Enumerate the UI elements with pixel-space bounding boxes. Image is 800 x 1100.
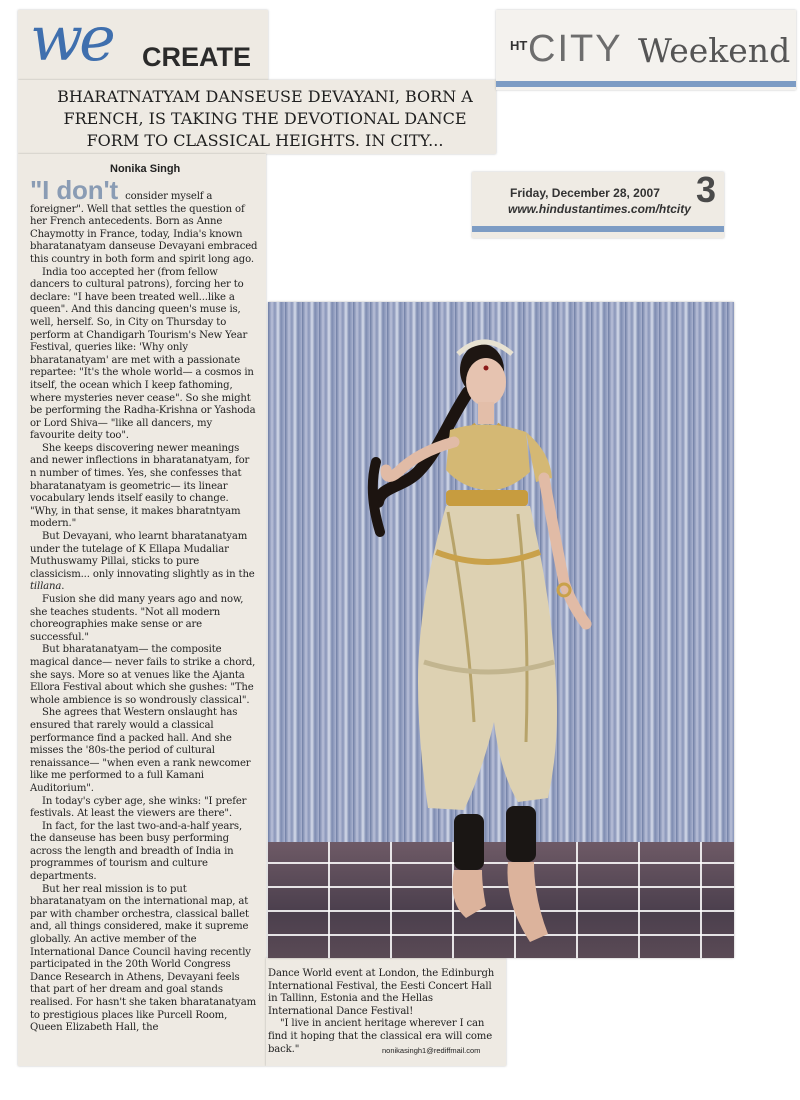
masthead-city: CITY	[528, 28, 623, 70]
article-column-left	[30, 175, 258, 1035]
paragraph: But her real mission is to put bharatanatyam on the international map, at par with chamber orchestra, classical ballet and, all things considered, make it supreme globally. An active member of the International Dance Council having recently participated in the 20th World Congress Dance Research in Athens, Devayani feels that part of her dream and goal stands realised. For hasn't she taken bharatanatyam to prestigious places like Purcell Room, Queen Elizabeth Hall, the	[30, 883, 257, 1034]
issue-date: Friday, December 28, 2007	[510, 186, 660, 200]
paragraph-text: consider myself a foreigner". Well that settles the question of her French antecedents. Born as Anne Chaymotty in France, today, India's known bharatanatyam danseuse Devayani embraced this country in both form and spirit long ago.	[30, 191, 258, 265]
article-strap: BHARATNATYAM DANSEUSE DEVAYANI, BORN A FRENCH, IS TAKING THE DEVOTIONAL DANCE FORM TO CLASSICAL HEIGHTS. IN CITY...	[57, 87, 473, 150]
dancer-figure	[268, 302, 734, 958]
paragraph: Dance World event at London, the Edinburgh International Festival, the Eesti Concert Hall in Tallinn, Estonia and the Hellas International Dance Festival!	[268, 968, 495, 1017]
paragraph-text: But Devayani, who learnt bharatanatyam under the tutelage of K Ellapa Mudaliar Muthuswamy Pillai, sticks to pure classicism... only innovating slightly as in the	[30, 531, 255, 580]
article-column-right	[268, 968, 500, 1056]
we-logo: we	[30, 2, 112, 75]
dancer-photo	[268, 302, 734, 958]
paragraph: In today's cyber age, she winks: "I prefer festivals. At least the viewers are there".	[30, 795, 247, 820]
issue-url: www.hindustantimes.com/htcity	[508, 202, 691, 216]
paragraph: In fact, for the last two-and-a-half years, the danseuse has been busy performing across the length and breadth of India in programmes of tourism and culture departments.	[30, 820, 243, 883]
masthead-weekend: Weekend	[638, 31, 791, 70]
paragraph: Fusion she did many years ago and now, she teaches students. "Not all modern choreographies make sense or are successful."	[30, 594, 244, 643]
masthead-prefix: HT	[510, 38, 528, 53]
dateline-rule	[472, 226, 724, 232]
masthead-rule	[496, 81, 796, 87]
section-title: CREATE	[142, 42, 252, 72]
paragraph: India too accepted her (from fellow dancers to cultural patrons), forcing her to declare: "I have been treated well...like a queen". And this dancing queen's muse is, well, herself. So, in City on Thursday to perform at Chandigarh Tourism's New Year Festival, queries like: 'Why only bharatanatyam' are met with a passionate repartee: "It's the whole world— a cosmos in itself, the ocean which I keep fathoming, where mysteries never cease". So she might be performing the Radha-Krishna or Yashoda or Lord Shiva— "like all dancers, my favourite deity too".	[30, 266, 256, 442]
paragraph: But bharatanatyam— the composite magical dance— never fails to strike a chord, she says. More so at venues like the Ajanta Ellora Festival about which she gushes: "The whole ambience is so wondrously classical".	[30, 644, 256, 706]
paragraph	[30, 531, 258, 594]
page-number: 3	[696, 169, 717, 210]
italic-term: tillana	[30, 581, 62, 593]
author-email: nonikasingh1@rediffmail.com	[382, 1046, 481, 1055]
dropcap: "I don't	[30, 175, 119, 205]
paragraph: She agrees that Western onslaught has ensured that rarely would a classical performance find a packed hall. And she misses the '80s-the period of cultural renaissance— "when even a rank newcomer like me performed to a full Kamani Auditorium".	[30, 707, 251, 794]
paragraph: She keeps discovering newer meanings and newer inflections in bharatanatyam, for n number of times. Yes, she confesses that bharatanatyam is geometric— its linear vocabulary lends itself easily to change. "Why, in that sense, it makes bharatntyam modern."	[30, 442, 250, 530]
paragraph-text: .	[61, 581, 65, 593]
byline: Nonika Singh	[110, 163, 181, 175]
paragraph: "I live in ancient heritage wherever I can find it hoping that the classical era will come back."	[268, 1018, 493, 1055]
paragraph	[30, 175, 258, 267]
